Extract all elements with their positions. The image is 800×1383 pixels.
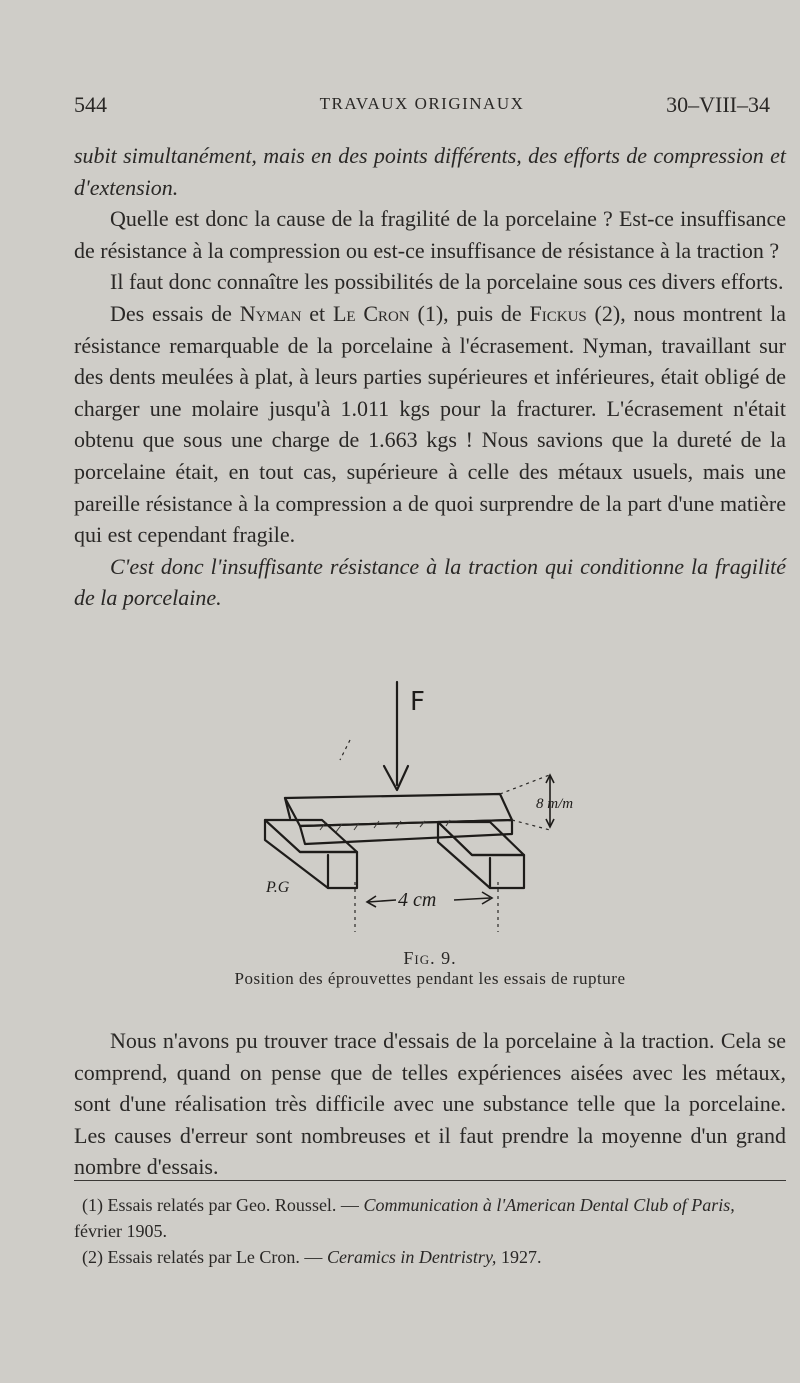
footnote-text: février 1905. — [74, 1221, 167, 1241]
footnote-text: 1927. — [496, 1247, 542, 1267]
paragraph-continuation: subit simultanément, mais en des points différents, des efforts de compression et d'extension. — [74, 143, 786, 200]
specimen-sketch — [250, 670, 574, 940]
paragraph: Il faut donc connaître les possibilités de la porcelaine sous ces divers efforts. — [110, 269, 784, 295]
conclusion-paragraph: C'est donc l'insuffisante résistance à la traction qui conditionne la fragilité de la porcelaine. — [74, 553, 786, 611]
text-run: Des essais de — [110, 300, 240, 326]
author-name: Le Cron — [332, 300, 410, 326]
author-name: Nyman — [239, 300, 302, 326]
page-number: 544 — [74, 92, 107, 117]
figure-number: Fig. 9. — [403, 948, 457, 968]
left-support-side — [265, 820, 357, 888]
footnote-1 — [74, 1192, 786, 1244]
footnote-text: (2) Essais relatés par Le Cron. — — [82, 1247, 327, 1267]
footnote-source: Ceramics in Dentristry, — [326, 1247, 497, 1267]
running-title: TRAVAUX ORIGINAUX — [319, 94, 525, 113]
specimen-front — [300, 820, 512, 844]
footnote-source: Communication à l'American Dental Club of Paris, — [363, 1195, 735, 1215]
text-run: (2), nous montrent la résistance remarquable de la porcelaine à l'écrasement. Nyman, travaillant sur des dents meulées à plat, à leurs parties supérieures et inférieures, était obligé de charger une molaire jusqu'à 1.011 kgs pour la fracturer. L'écrasement n'était obtenu que sous une charge de 1.663 kgs ! Nous savions que la dureté de la porcelaine était, en tout cas, supérieure à celle des métaux usuels, mais une pareille résistance à la compression a de quoi surprendre de la part d'une matière qui est cependant fragile. — [74, 300, 786, 548]
footnotes — [74, 1192, 786, 1270]
paragraph — [74, 298, 786, 551]
paragraph: Nous n'avons pu trouver trace d'essais de la porcelaine à la traction. Cela se comprend, quand on pense que de telles expériences aisées avec les métaux, sont d'une réalisation très difficile avec une substance telle que la porcelaine. Les causes d'erreur sont nombreuses et il faut prendre la moyenne d'un grand nombre d'essais. — [74, 1028, 786, 1180]
paragraph: Quelle est donc la cause de la fragilité de la porcelaine ? Est-ce insuffisance de résistance à la compression ou est-ce insuffisance de résistance à la traction ? — [74, 206, 786, 263]
text-run: et — [301, 300, 333, 326]
span-label: 4 cm — [398, 889, 437, 911]
text-run: (1), puis de — [409, 300, 530, 326]
footnote-2 — [74, 1244, 786, 1270]
height-label: 8 m/m — [536, 796, 574, 812]
body-text-top — [74, 140, 786, 614]
figure-9-illustration — [250, 670, 574, 940]
figure-caption: Position des éprouvettes pendant les essais de rupture — [234, 969, 626, 988]
force-label: F — [410, 687, 425, 717]
body-text-bottom — [74, 1025, 786, 1183]
artist-signature: P.G — [266, 879, 290, 896]
issue-reference: 30–VIII–34 — [666, 92, 770, 117]
footnote-text: (1) Essais relatés par Geo. Roussel. — — [82, 1195, 364, 1215]
author-name: Fickus — [529, 300, 587, 326]
running-head — [74, 92, 770, 122]
footnote-divider — [74, 1180, 786, 1181]
